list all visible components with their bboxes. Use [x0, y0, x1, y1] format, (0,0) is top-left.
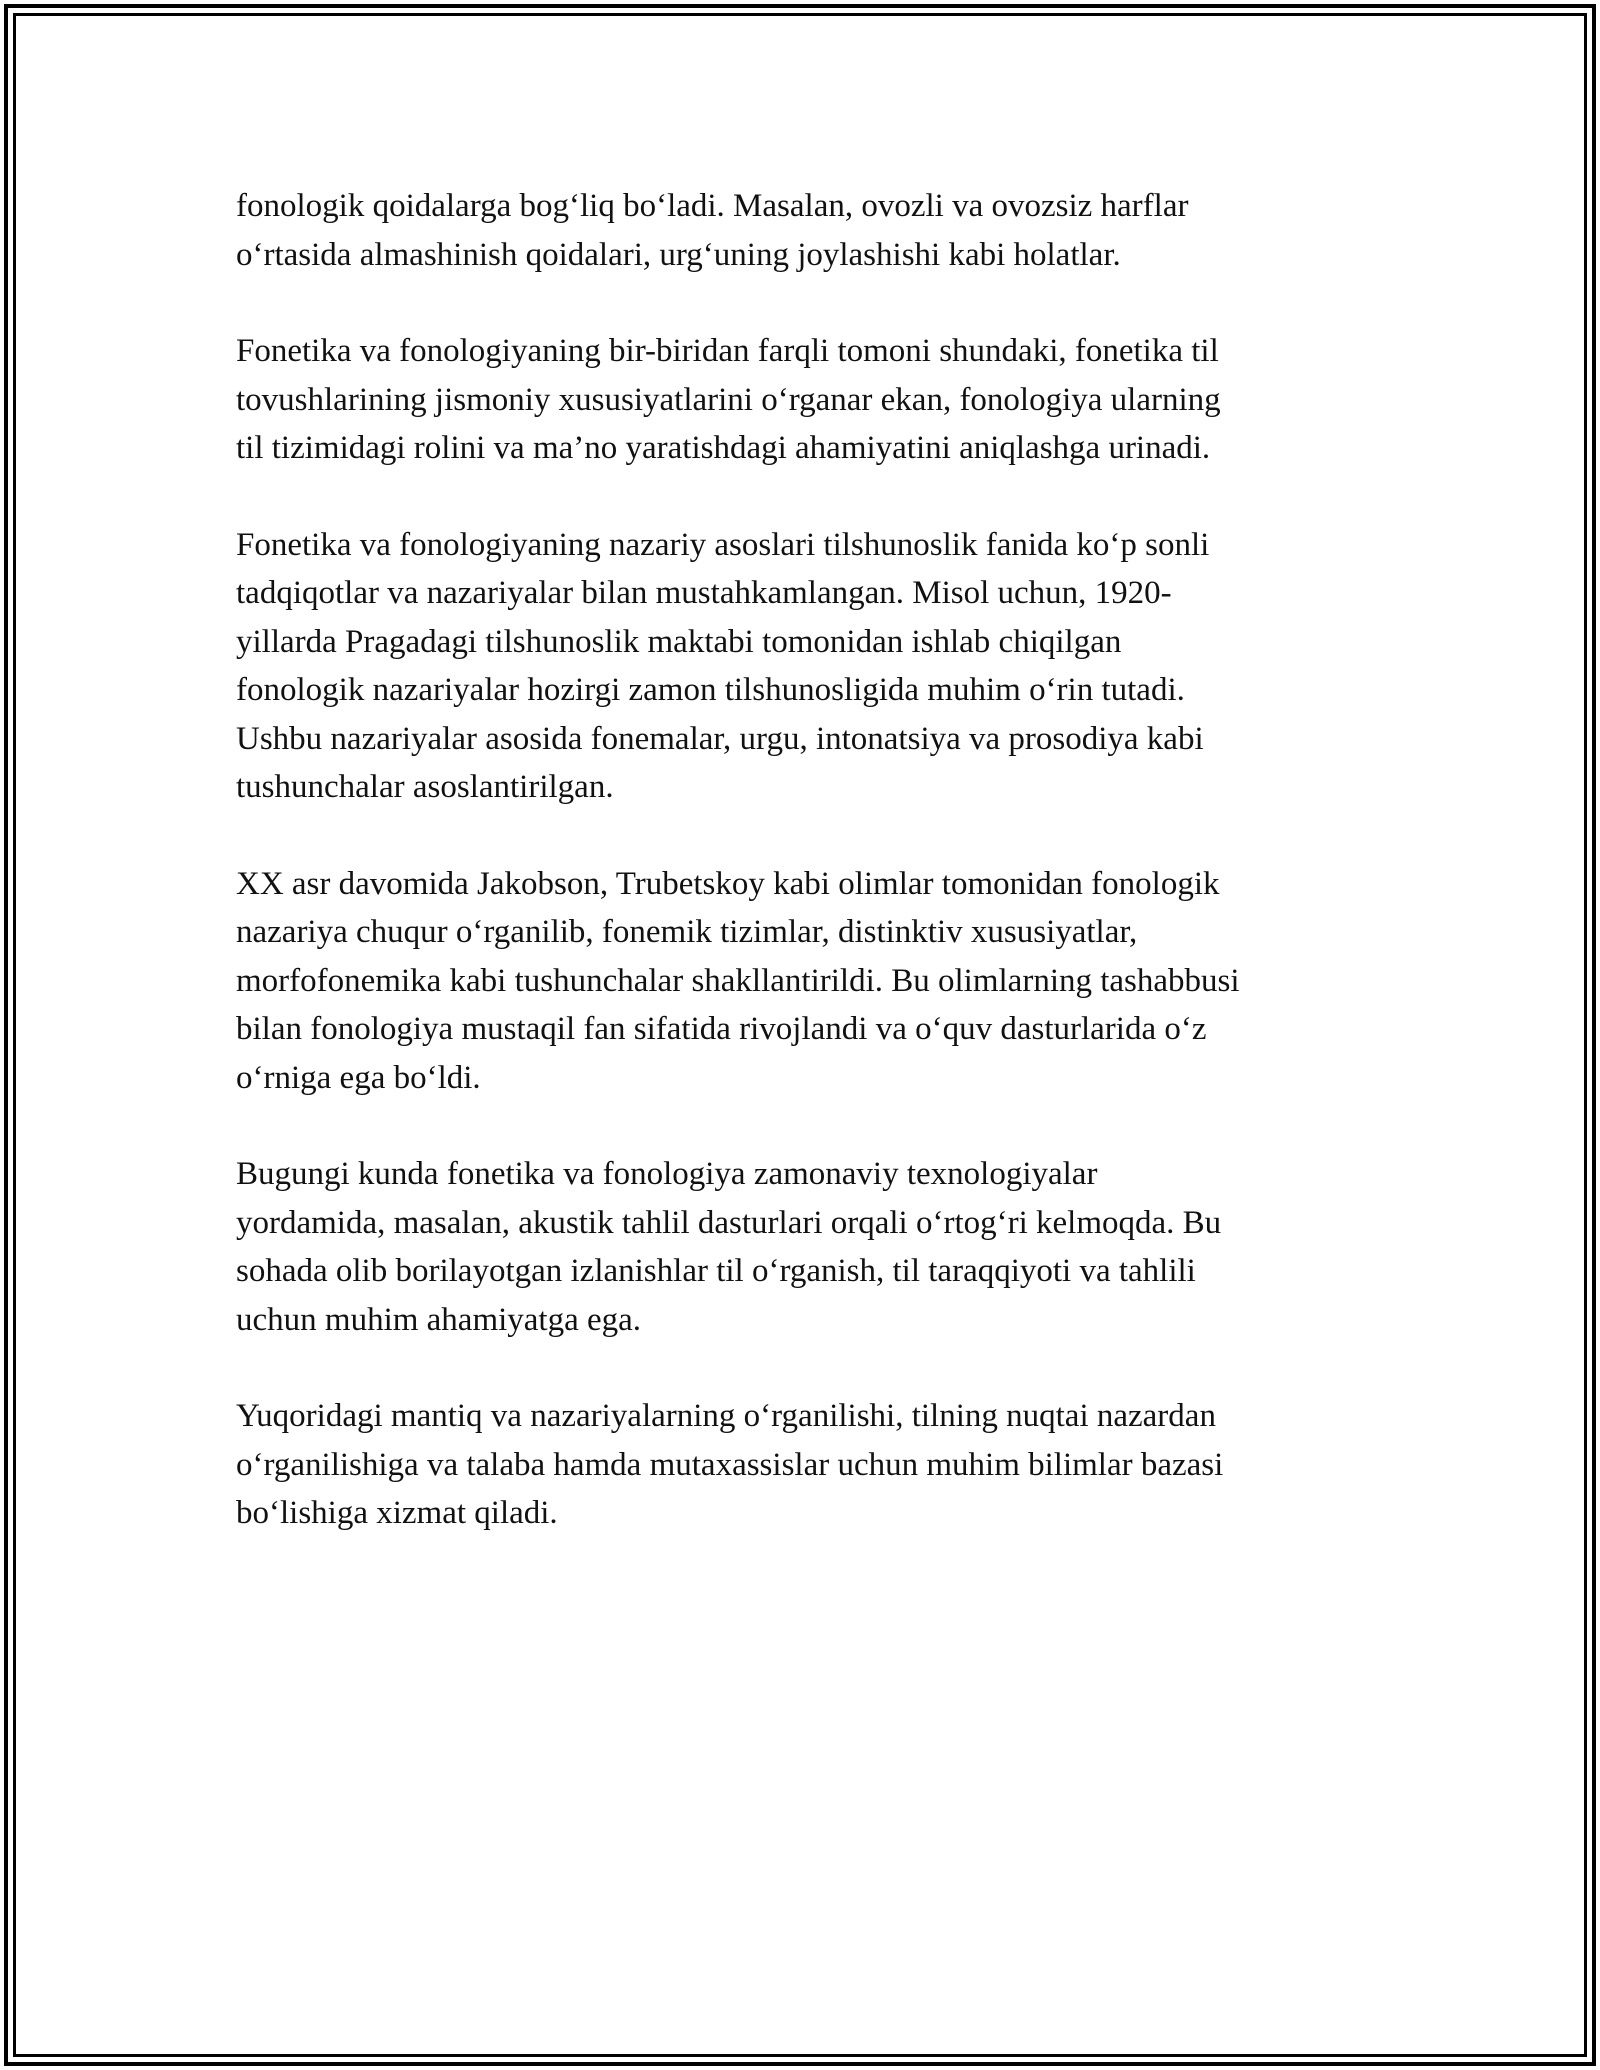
text-line: morfofonemika kabi tushunchalar shakllantirildi. Bu olimlarning tashabbusi	[236, 962, 1240, 999]
text-line: uchun muhim ahamiyatga ega.	[236, 1301, 642, 1338]
text-line: Ushbu nazariyalar asosida fonemalar, urgu, intonatsiya va prosodiya kabi	[236, 720, 1204, 757]
text-line: tushunchalar asoslantirilgan.	[236, 769, 614, 805]
text-line: yordamida, masalan, akustik tahlil dasturlari orqali o‘rtog‘ri kelmoqda. Bu	[236, 1204, 1222, 1241]
document-body	[236, 182, 1366, 1586]
text-line: Bugungi kunda fonetika va fonologiya zamonaviy texnologiyalar	[236, 1156, 1098, 1192]
text-line: fonologik qoidalarga bog‘liq bo‘ladi. Masalan, ovozli va ovozsiz harflar	[236, 188, 1189, 224]
text-line: nazariya chuqur o‘rganilib, fonemik tizimlar, distinktiv xususiyatlar,	[236, 914, 1138, 950]
text-line: XX asr davomida Jakobson, Trubetskoy kabi olimlar tomonidan fonologik	[236, 865, 1220, 902]
text-line: Yuqoridagi mantiq va nazariyalarning o‘rganilishi, tilning nuqtai nazardan	[236, 1398, 1216, 1434]
text-line: fonologik nazariyalar hozirgi zamon tilshunosligida muhim o‘rin tutadi.	[236, 672, 1185, 708]
paragraph-3	[236, 521, 1366, 812]
text-line: yillarda Pragadagi tilshunoslik maktabi tomonidan ishlab chiqilgan	[236, 623, 1122, 660]
text-line: o‘rganilishiga va talaba hamda mutaxassislar uchun muhim bilimlar bazasi	[236, 1446, 1224, 1483]
paragraph-4	[236, 860, 1366, 1103]
text-line: bo‘lishiga xizmat qiladi.	[236, 1495, 558, 1531]
text-line: Fonetika va fonologiyaning nazariy asoslari tilshunoslik fanida ko‘p sonli	[236, 526, 1210, 563]
paragraph-6	[236, 1392, 1366, 1538]
text-line: bilan fonologiya mustaqil fan sifatida rivojlandi va o‘quv dasturlarida o‘z	[236, 1011, 1207, 1047]
text-line: til tizimidagi rolini va ma’no yaratishdagi ahamiyatini aniqlashga urinadi.	[236, 430, 1211, 466]
text-line: tadqiqotlar va nazariyalar bilan mustahkamlangan. Misol uchun, 1920-	[236, 575, 1172, 611]
text-line: sohada olib borilayotgan izlanishlar til o‘rganish, til taraqqiyoti va tahlili	[236, 1253, 1196, 1289]
text-line: Fonetika va fonologiyaning bir-biridan farqli tomoni shundaki, fonetika til	[236, 333, 1219, 369]
text-line: tovushlarining jismoniy xususiyatlarini o‘rganar ekan, fonologiya ularning	[236, 381, 1221, 418]
paragraph-1	[236, 182, 1366, 279]
text-line: o‘rniga ega bo‘ldi.	[236, 1059, 481, 1096]
text-line: o‘rtasida almashinish qoidalari, urg‘uning joylashishi kabi holatlar.	[236, 236, 1121, 273]
paragraph-2	[236, 327, 1366, 473]
paragraph-5	[236, 1150, 1366, 1344]
